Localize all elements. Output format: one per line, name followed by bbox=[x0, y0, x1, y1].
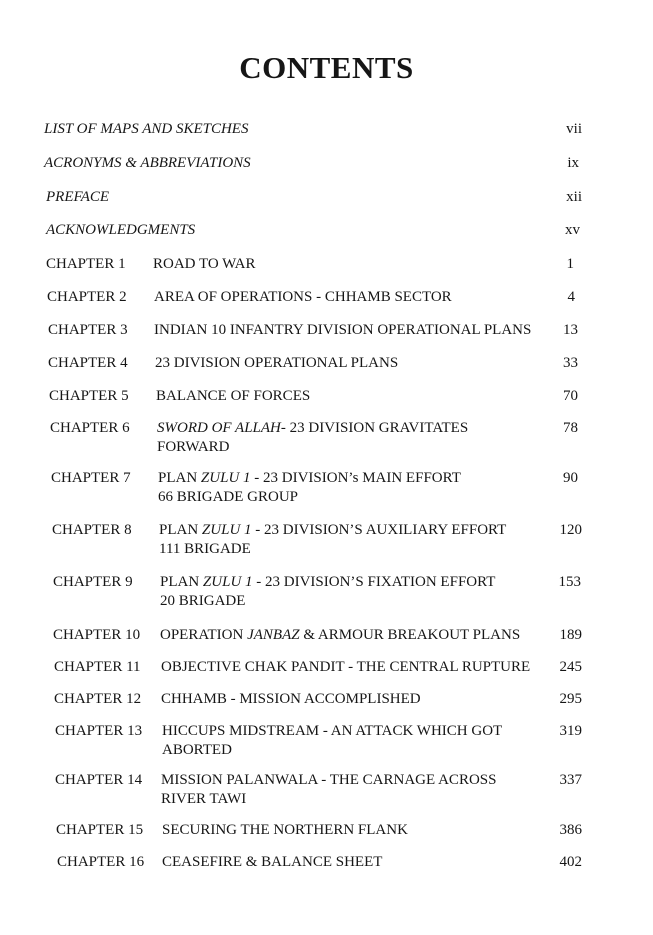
toc-page-number: 33 bbox=[563, 355, 578, 371]
toc-page-number: 402 bbox=[559, 854, 582, 870]
chapter-title: INDIAN 10 INFANTRY DIVISION OPERATIONAL PLANS bbox=[154, 322, 532, 338]
chapter-number: CHAPTER 9 bbox=[53, 574, 133, 590]
toc-front-label: ACRONYMS & ABBREVIATIONS bbox=[44, 155, 251, 171]
chapter-number: CHAPTER 10 bbox=[53, 627, 141, 643]
chapter-number: CHAPTER 3 bbox=[48, 322, 128, 338]
toc-page-number: 295 bbox=[559, 691, 582, 707]
toc-page-number: 153 bbox=[558, 574, 581, 590]
toc-front-label: ACKNOWLEDGMENTS bbox=[46, 222, 196, 238]
chapter-title: CEASEFIRE & BALANCE SHEET bbox=[162, 854, 383, 870]
chapter-number: CHAPTER 11 bbox=[54, 659, 141, 675]
chapter-title: PLAN ZULU 1 - 23 DIVISION’s MAIN EFFORT 66 BRIGADE GROUP bbox=[158, 470, 461, 505]
toc-page-number: xii bbox=[566, 189, 582, 205]
chapter-number: CHAPTER 8 bbox=[52, 522, 132, 538]
toc-page-number: 4 bbox=[567, 289, 575, 305]
toc-page-number: 189 bbox=[559, 627, 582, 643]
chapter-title: SWORD OF ALLAH- 23 DIVISION GRAVITATES FORWARD bbox=[157, 420, 469, 455]
toc-page-number: 337 bbox=[559, 772, 582, 788]
toc-page-number: 1 bbox=[566, 256, 574, 272]
chapter-title: AREA OF OPERATIONS - CHHAMB SECTOR bbox=[154, 289, 452, 305]
toc-page-number: 386 bbox=[559, 822, 582, 838]
chapter-title: OBJECTIVE CHAK PANDIT - THE CENTRAL RUPTURE bbox=[161, 659, 531, 675]
chapter-number: CHAPTER 16 bbox=[57, 854, 145, 870]
toc-page-number: 78 bbox=[563, 420, 578, 436]
chapter-title: BALANCE OF FORCES bbox=[156, 388, 311, 404]
toc-page-number: 13 bbox=[563, 322, 578, 338]
chapter-title-italic: SWORD OF ALLAH bbox=[157, 420, 281, 436]
chapter-title-italic: ZULU 1 bbox=[202, 574, 253, 590]
chapter-number: CHAPTER 2 bbox=[47, 289, 127, 305]
chapter-title-italic: ZULU 1 bbox=[200, 470, 251, 486]
chapter-number: CHAPTER 6 bbox=[50, 420, 130, 436]
toc-front-entry[interactable] bbox=[44, 120, 582, 139]
chapter-title: 23 DIVISION OPERATIONAL PLANS bbox=[155, 355, 399, 371]
chapter-number: CHAPTER 15 bbox=[56, 822, 144, 838]
chapter-number: CHAPTER 7 bbox=[51, 470, 131, 486]
chapter-title-italic: ZULU 1 bbox=[201, 522, 252, 538]
chapter-number: CHAPTER 13 bbox=[55, 723, 143, 739]
chapter-title: PLAN ZULU 1 - 23 DIVISION’S FIXATION EFFORT 20 BRIGADE bbox=[160, 574, 496, 609]
toc-front-entry[interactable] bbox=[46, 221, 580, 240]
toc-page-number: xv bbox=[565, 222, 580, 238]
chapter-number: CHAPTER 12 bbox=[54, 691, 142, 707]
toc-front-entry[interactable] bbox=[46, 188, 582, 207]
chapter-title: PLAN ZULU 1 - 23 DIVISION’S AUXILIARY EFFORT 111 BRIGADE bbox=[159, 522, 507, 557]
toc-front-label: LIST OF MAPS AND SKETCHES bbox=[44, 121, 249, 137]
toc-page-number: ix bbox=[567, 155, 579, 171]
chapter-title: SECURING THE NORTHERN FLANK bbox=[162, 822, 408, 838]
toc-page-number: vii bbox=[566, 121, 582, 137]
chapter-title: HICCUPS MIDSTREAM - AN ATTACK WHICH GOT ABORTED bbox=[162, 723, 503, 758]
toc-page-number: 245 bbox=[559, 659, 582, 675]
chapter-number: CHAPTER 14 bbox=[55, 772, 143, 788]
chapter-title: CHHAMB - MISSION ACCOMPLISHED bbox=[161, 691, 421, 707]
chapter-number: CHAPTER 1 bbox=[46, 256, 126, 272]
chapter-title: MISSION PALANWALA - THE CARNAGE ACROSS RIVER TAWI bbox=[161, 772, 497, 807]
toc-page-number: 70 bbox=[563, 388, 578, 404]
chapter-title: OPERATION JANBAZ & ARMOUR BREAKOUT PLANS bbox=[160, 627, 521, 643]
chapter-title: ROAD TO WAR bbox=[153, 256, 256, 272]
chapter-number: CHAPTER 4 bbox=[48, 355, 128, 371]
toc-page-number: 120 bbox=[559, 522, 582, 538]
chapter-title-italic: JANBAZ bbox=[247, 627, 300, 643]
chapter-number: CHAPTER 5 bbox=[49, 388, 129, 404]
toc-page-number: 90 bbox=[563, 470, 578, 486]
page-title: CONTENTS bbox=[239, 50, 414, 85]
toc-front-entry[interactable] bbox=[44, 154, 579, 173]
toc-front-label: PREFACE bbox=[46, 189, 110, 205]
toc-page-number: 319 bbox=[559, 723, 582, 739]
